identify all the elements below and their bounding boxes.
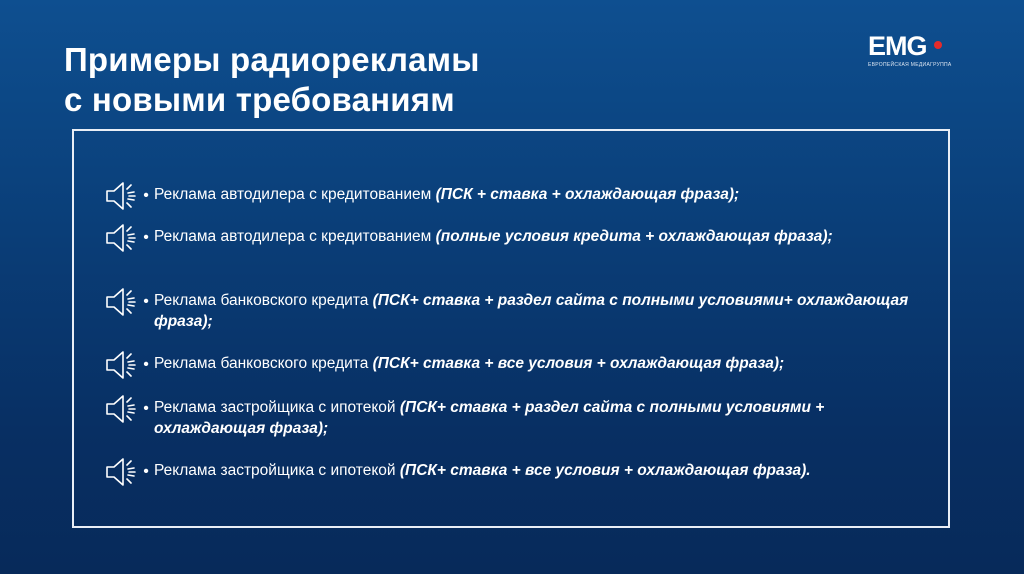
page-title [64,40,480,120]
bullet: • [143,229,149,246]
speaker-icon[interactable] [104,179,140,213]
list-item [104,353,914,382]
list-item [104,290,914,332]
speaker-icon[interactable] [104,285,140,319]
list-item [104,184,914,213]
examples-panel [72,129,950,528]
speaker-icon[interactable] [104,392,140,426]
title-line-1: Примеры радиорекламы [64,41,480,78]
logo-mark: EMG [868,31,927,61]
logo-accent-dot [934,41,942,49]
bullet: • [143,400,149,417]
list-item [104,460,914,489]
list-item-text: Реклама автодилера с кредитованием (ПСК + ставка + охлаждающая фраза); [154,186,740,203]
list-item-text: Реклама банковского кредита (ПСК+ ставка + все условия + охлаждающая фраза); [154,355,785,372]
list-item-text: Реклама автодилера с кредитованием (полные условия кредита + охлаждающая фраза); [154,228,833,245]
list-item-text: Реклама банковского кредита (ПСК+ ставка + раздел сайта с полными условиями+ охлаждающая фраза); [154,292,909,330]
speaker-icon[interactable] [104,221,140,255]
list-item [104,226,914,255]
list-item-text: Реклама застройщика с ипотекой (ПСК+ ставка + все условия + охлаждающая фраза). [154,462,811,479]
speaker-icon[interactable] [104,455,140,489]
bullet: • [143,187,149,204]
emg-logo [868,32,958,72]
list-item-text: Реклама застройщика с ипотекой (ПСК+ ставка + раздел сайта с полными условиями + охлаждающая фраза); [154,399,825,437]
title-line-2: с новыми требованиям [64,81,455,118]
bullet: • [143,463,149,480]
list-item [104,397,914,439]
bullet: • [143,293,149,310]
speaker-icon[interactable] [104,348,140,382]
logo-subtitle: ЕВРОПЕЙСКАЯ МЕДИАГРУППА [868,62,952,68]
bullet: • [143,356,149,373]
